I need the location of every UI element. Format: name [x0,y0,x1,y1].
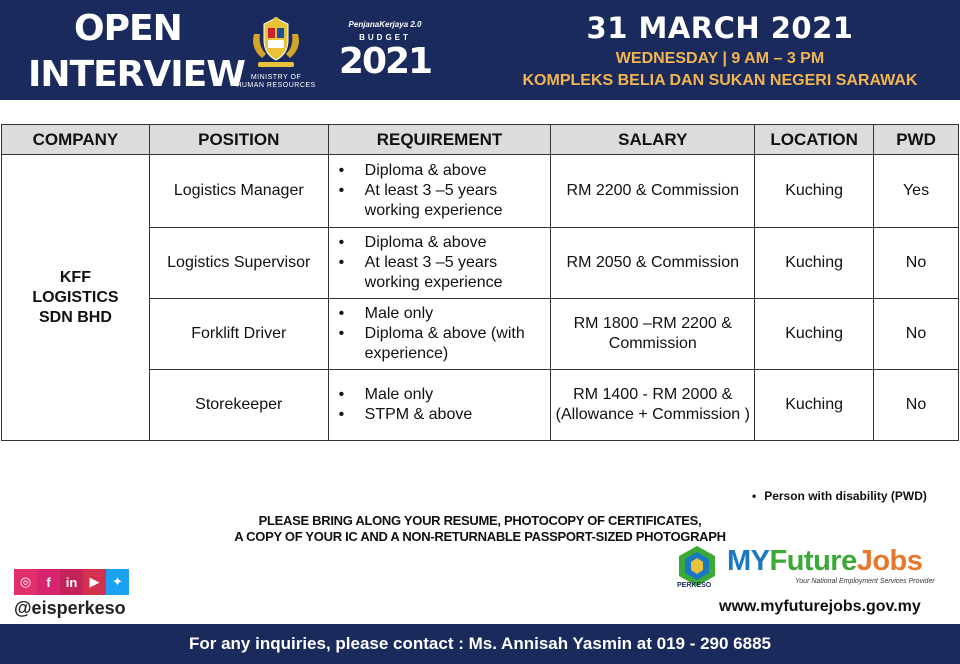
ministry-line-1: MINISTRY OF [250,74,302,81]
event-details [500,10,940,92]
salary-cell: RM 2050 & Commission [551,228,755,299]
instagram-icon[interactable]: ◎ [14,569,37,595]
location-cell: Kuching [755,299,874,370]
position-cell: Forklift Driver [149,299,328,370]
myfuturejobs-wordmark [727,546,922,576]
penjana-label: PenjanaKerjaya 2.0 [348,20,422,29]
column-header-salary: SALARY [551,125,755,155]
wordmark-jobs: Jobs [856,545,923,577]
requirement-list [339,385,551,425]
myfuturejobs-tagline: Your National Employment Services Provider [795,578,935,585]
company-cell [2,155,150,441]
pwd-cell: Yes [874,155,959,228]
budget-label: BUDGET [359,33,411,42]
location-cell: Kuching [755,228,874,299]
coat-of-arms-icon [246,14,306,70]
title-line-2: INTERVIEW [28,54,245,95]
pwd-cell: No [874,299,959,370]
requirement-item: • At least 3 –5 years working experience [339,253,551,293]
wordmark-my: MY [727,545,770,577]
column-header-position: POSITION [149,125,328,155]
ministry-logo [228,14,324,94]
pwd-cell: No [874,228,959,299]
ministry-label [228,74,324,90]
requirement-list [339,161,551,221]
budget-2021-logo [330,20,440,96]
requirement-item: • STPM & above [339,405,551,425]
column-header-location: LOCATION [755,125,874,155]
column-header-pwd: PWD [874,125,959,155]
requirement-cell [328,299,551,370]
requirement-item: • Diploma & above [339,161,551,181]
title-line-1: OPEN [74,8,182,49]
event-title [28,6,245,98]
notice-line-2: A COPY OF YOUR IC AND A NON-RETURNABLE PASSPORT-SIZED PHOTOGRAPH [234,529,726,544]
documents-notice [150,513,810,545]
ministry-line-2: HUMAN RESOURCES [236,82,316,89]
table-row [2,155,959,228]
location-cell: Kuching [755,155,874,228]
budget-year: 2021 [338,41,432,82]
wordmark-future: Future [769,545,857,577]
social-icons [14,569,129,595]
requirement-item: • Male only [339,304,551,324]
youtube-icon[interactable]: ▶ [83,569,106,595]
event-date: 31 MARCH 2021 [586,11,854,45]
column-header-requirement: REQUIREMENT [328,125,551,155]
company-name-line-3: SDN BHD [38,308,112,326]
header-banner [0,0,960,100]
event-time: WEDNESDAY | 9 AM – 3 PM [615,50,825,67]
requirement-item: • At least 3 –5 years working experience [339,181,551,221]
location-cell: Kuching [755,370,874,441]
position-cell: Storekeeper [149,370,328,441]
position-cell: Logistics Supervisor [149,228,328,299]
salary-cell: RM 2200 & Commission [551,155,755,228]
requirement-list [339,233,551,293]
requirement-list [339,304,551,364]
requirement-cell [328,155,551,228]
pwd-footnote: • Person with disability (PWD) [752,489,927,503]
requirement-item: • Diploma & above (with experience) [339,324,551,364]
twitter-icon[interactable]: ✦ [106,569,129,595]
linkedin-icon[interactable]: in [60,569,83,595]
salary-cell: RM 1800 –RM 2200 & Commission [551,299,755,370]
requirement-cell [328,228,551,299]
myfuturejobs-url[interactable]: www.myfuturejobs.gov.my [719,598,921,615]
myfuturejobs-logo [675,544,945,624]
perkeso-label: PERKESO [677,582,712,589]
social-handle[interactable]: @eisperkeso [14,598,126,618]
vacancy-table [1,124,959,441]
event-venue: KOMPLEKS BELIA DAN SUKAN NEGERI SARAWAK [522,72,918,89]
requirement-item: • Diploma & above [339,233,551,253]
facebook-icon[interactable]: f [37,569,60,595]
company-name-line-2: LOGISTICS [32,288,119,306]
requirement-cell [328,370,551,441]
salary-cell: RM 1400 - RM 2000 & (Allowance + Commission ) [551,370,755,441]
requirement-item: • Male only [339,385,551,405]
notice-line-1: PLEASE BRING ALONG YOUR RESUME, PHOTOCOPY OF CERTIFICATES, [258,513,702,528]
table-header-row [2,125,959,155]
contact-bar: For any inquiries, please contact : Ms. Annisah Yasmin at 019 - 290 6885 [0,624,960,664]
pwd-cell: No [874,370,959,441]
company-name-line-1: KFF [59,268,91,286]
position-cell: Logistics Manager [149,155,328,228]
column-header-company: COMPANY [2,125,150,155]
